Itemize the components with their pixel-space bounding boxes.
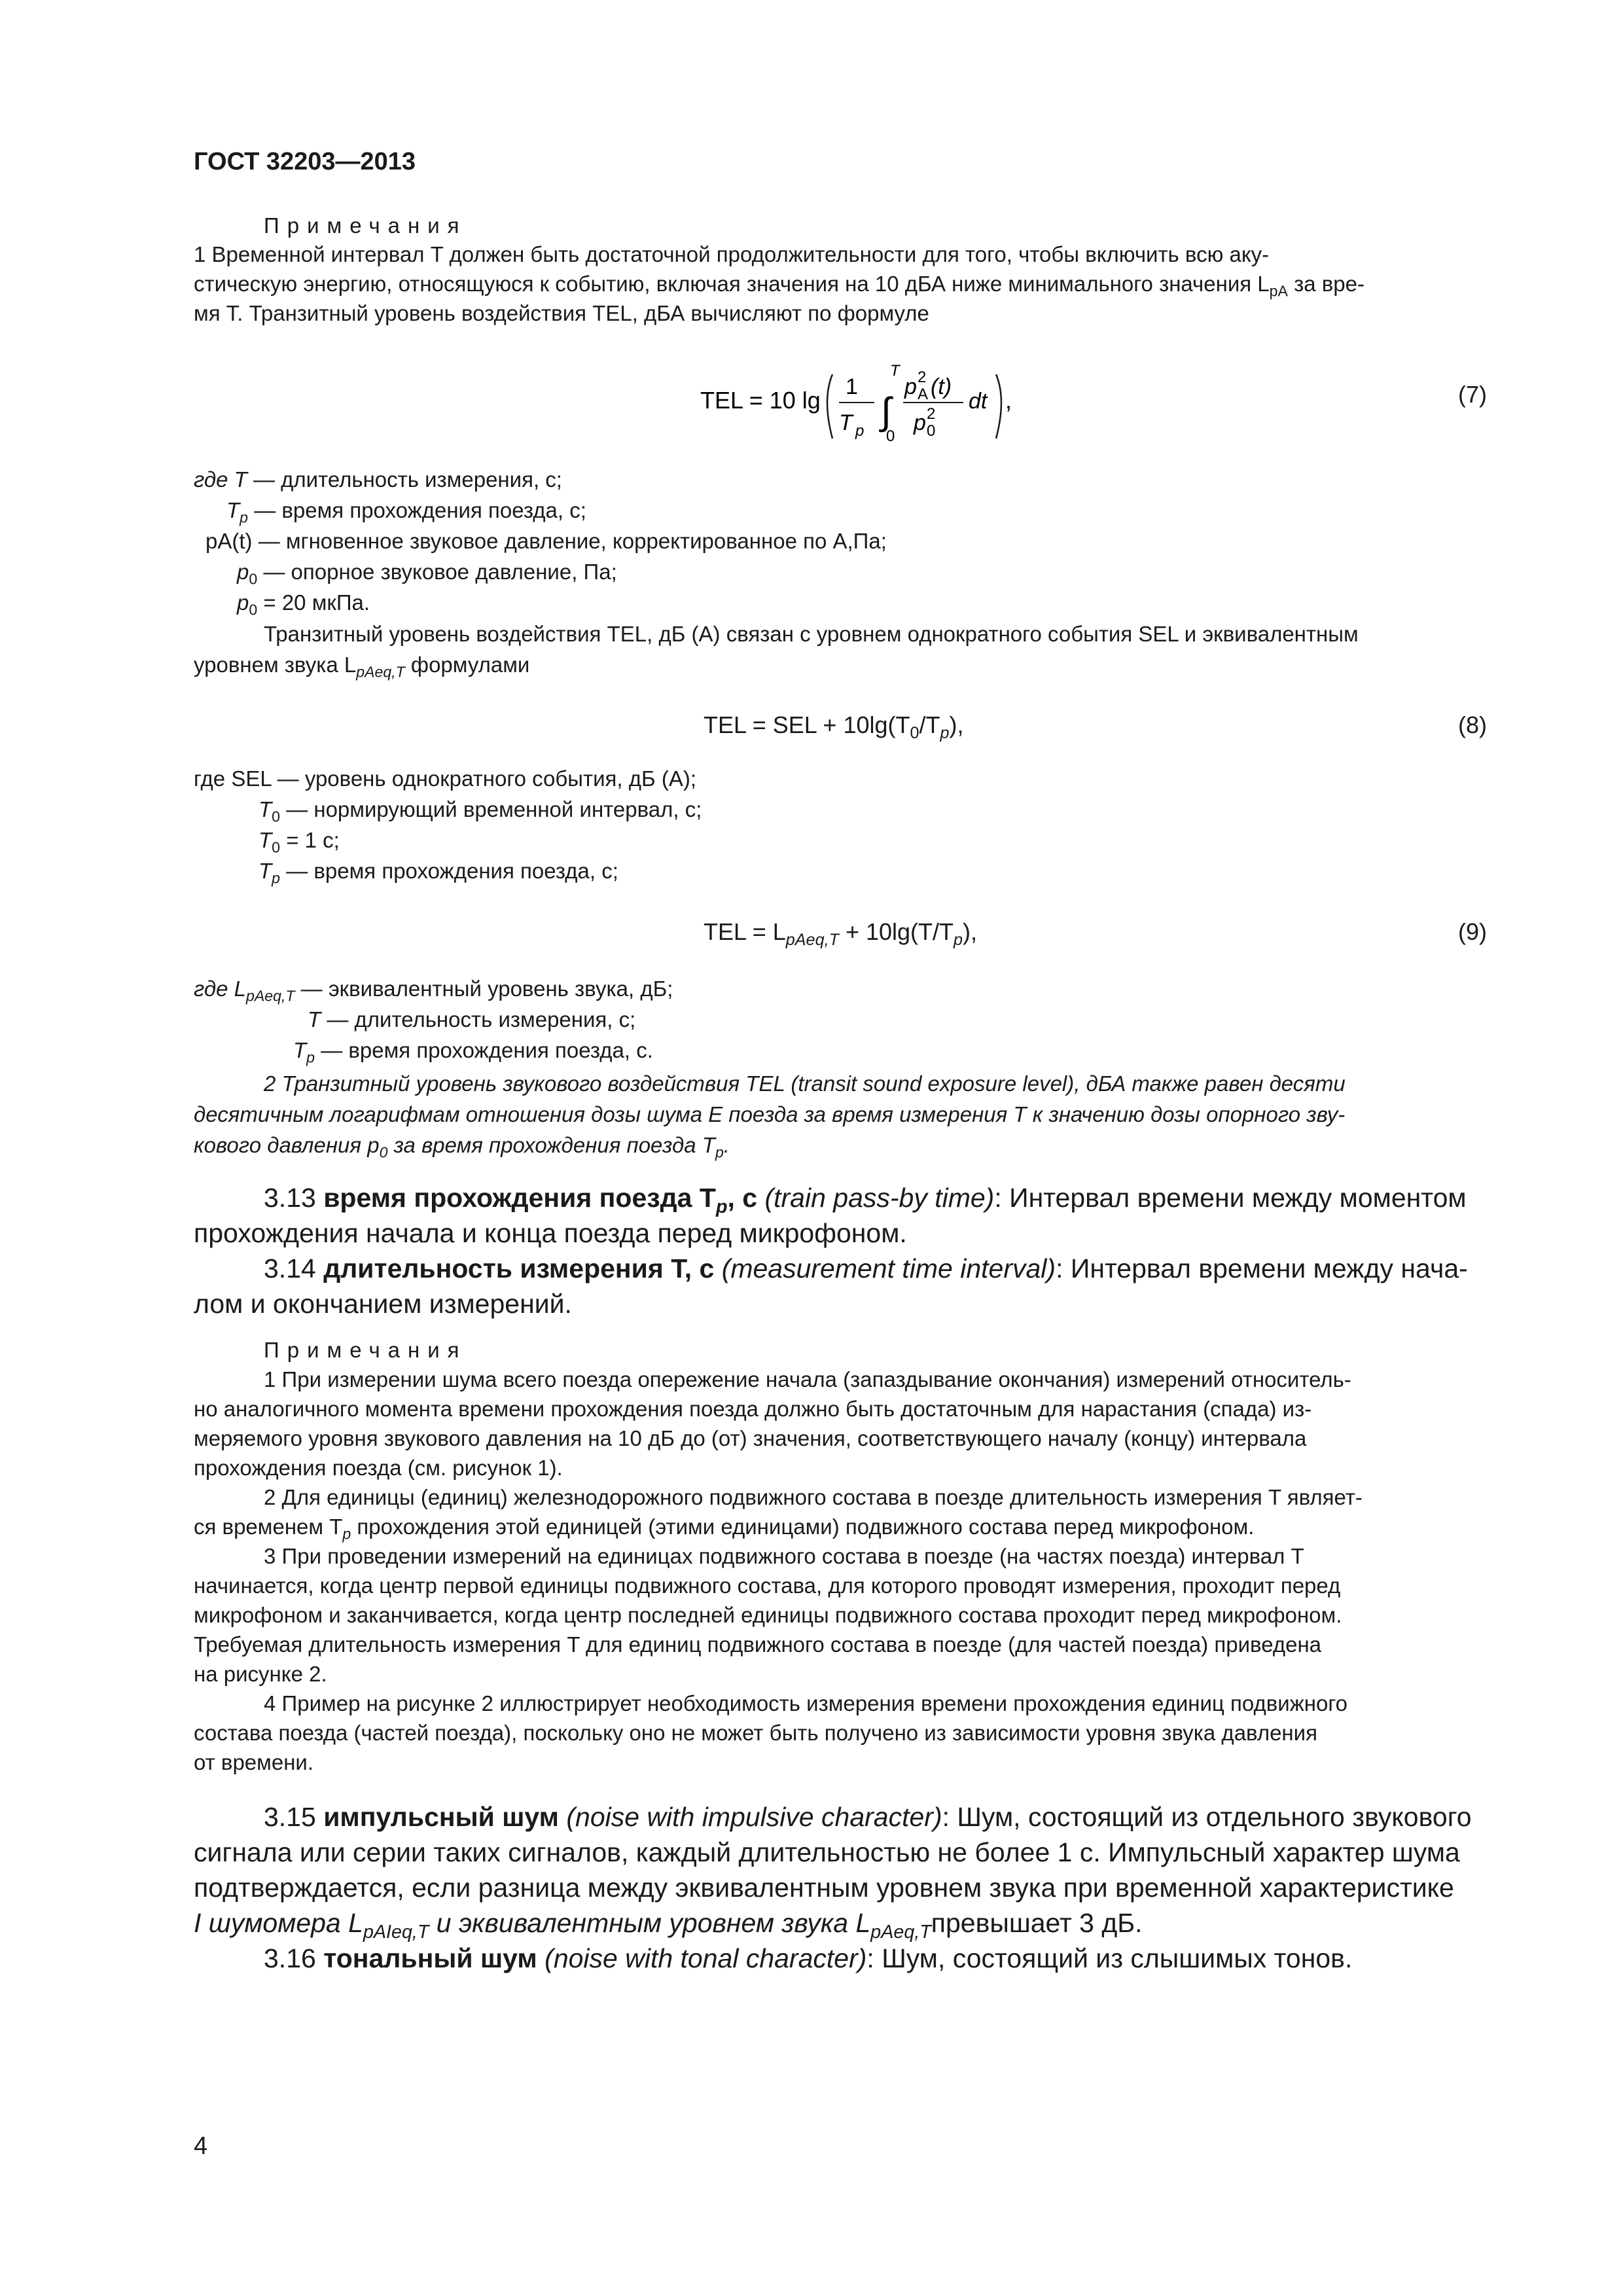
notes2-n1-line-2: меряемого уровня звукового давления на 10 дБ до (от) значения, соответствующего началу (концу) интервала <box>194 1426 1307 1450</box>
notes2-n2-line-a: 2 Для единицы (единиц) железнодорожного подвижного состава в поезде длительность измерения T являет- <box>264 1485 1363 1509</box>
notes2-n1-line-1: но аналогичного момента времени прохождения поезда должно быть достаточным для нарастания (спада) из- <box>194 1397 1312 1421</box>
notes2-n3-line-3: Требуемая длительность измерения T для единиц подвижного состава в поезде (для частей поезда) приведена <box>194 1632 1322 1657</box>
term-3-15-line-3: подтверждается, если разница между эквивалентным уровнем звука при временной характеристике <box>194 1873 1454 1903</box>
term-3-16: 3.16 тональный шум (noise with tonal character): Шум, состоящий из слышимых тонов. <box>264 1943 1353 1973</box>
equation-7-number: (7) <box>1458 381 1487 408</box>
term-3-14-line-b: лом и окончанием измерений. <box>194 1289 572 1319</box>
note-2-line-a: 2 Транзитный уровень звукового воздействия TEL (transit sound exposure level), дБА также равен десяти <box>264 1071 1346 1096</box>
notes2-n3-line-4: на рисунке 2. <box>194 1662 327 1686</box>
tel-link-line-a: Транзитный уровень воздействия TEL, дБ (А) связан с уровнем однократного события SEL и эквивалентным <box>264 622 1359 646</box>
equation-8: TEL = SEL + $10\lg(T_0/T_p)$, <box>704 711 964 743</box>
eq7-num: p <box>904 374 917 399</box>
notes2-n3-line-1: начинается, когда центр первой единицы подвижного состава, для которого проводят измерения, проходит перед <box>194 1573 1341 1598</box>
note-2-line-c: кового давления $p_0$ за время прохождения поезда $T_p$. <box>194 1133 730 1161</box>
notes2-heading: Примечания <box>264 1338 467 1362</box>
eq7-lhs: TEL = 10 lg <box>700 387 821 414</box>
eq7-tp: T <box>839 410 853 435</box>
where7-row-4: $p_0 = 20$ мкПа. <box>237 590 370 619</box>
where7-row-0: где T — длительность измерения, с; <box>194 467 562 492</box>
notes2-n4-line-2: от времени. <box>194 1750 314 1774</box>
note-1-line-a: 1 Временной интервал T должен быть достаточной продолжительности для того, чтобы включить всю аку- <box>194 242 1270 266</box>
notes2-n1-line-3: прохождения поезда (см. рисунок 1). <box>194 1456 563 1480</box>
note-1-line-c: мя T. Транзитный уровень воздействия TEL, дБА вычисляют по формуле <box>194 301 929 325</box>
equation-9-number: (9) <box>1458 918 1487 945</box>
eq7-den-sup: 2 <box>927 405 936 423</box>
where7-row-2: pA(t) — мгновенное звуковое давление, корректированное по А,Па; <box>205 529 887 553</box>
notes2-n1-line-0: 1 При измерении шума всего поезда опережение начала (запаздывание окончания) измерений относитель- <box>264 1367 1351 1391</box>
eq7-den: p <box>914 410 926 435</box>
eq7-upper: T <box>890 362 900 380</box>
eq7-lower: 0 <box>886 427 895 445</box>
where8-row-3: $T_p$ — время прохождения поезда, с; <box>259 859 618 887</box>
where9-row-0: где $L_{pAeq,T}$ — эквивалентный уровень звука, дБ; <box>194 977 673 1005</box>
term-3-14-line-a: 3.14 длительность измерения T, с (measurement time interval): Интервал времени между нача- <box>264 1253 1468 1283</box>
term-3-13-line-a: 3.13 время прохождения поезда $T_p$, с (train pass-by time): Интервал времени между моментом <box>264 1183 1467 1218</box>
eq7-tp-sub: p <box>855 422 865 440</box>
equation-8-number: (8) <box>1458 711 1487 738</box>
where8-row-0: где SEL — уровень однократного события, дБ (А); <box>194 766 697 791</box>
document-header: ГОСТ 32203—2013 <box>194 148 416 175</box>
term-3-15-line-2: сигнала или серии таких сигналов, каждый длительностью не более 1 с. Импульсный характер шума <box>194 1837 1460 1867</box>
where7-row-1: $T_p$ — время прохождения поезда, с; <box>226 498 586 526</box>
eq7-den-sub: 0 <box>927 422 936 440</box>
note-2-line-b: десятичным логарифмам отношения дозы шума E поезда за время измерения T к значению дозы опорного зву- <box>194 1102 1346 1126</box>
term-3-13-line-b: прохождения начала и конца поезда перед микрофоном. <box>194 1218 907 1248</box>
notes2-n2-line-b: ся временем $T_p$ прохождения этой единицей (этими единицами) подвижного состава перед микрофоном. <box>194 1515 1255 1543</box>
equation-7 <box>694 353 1086 445</box>
where8-row-1: $T_0$ — нормирующий временной интервал, с; <box>259 797 702 825</box>
eq7-num-arg: (t) <box>931 374 952 399</box>
notes-heading: Примечания <box>264 213 467 238</box>
eq7-comma: , <box>1005 387 1012 414</box>
eq7-num-sup: 2 <box>918 368 927 386</box>
term-3-15-line-1: 3.15 импульсный шум (noise with impulsive character): Шум, состоящий из отдельного звукового <box>264 1802 1472 1832</box>
page-number: 4 <box>194 2132 208 2160</box>
notes2-n3-line-0: 3 При проведении измерений на единицах подвижного состава в поезде (на частях поезда) интервал T <box>264 1544 1304 1568</box>
tel-link-line-b: уровнем звука $L_{pAeq,T}$ формулами <box>194 653 530 681</box>
note-1-line-b: стическую энергию, относящуюся к событию, включая значения на 10 дБА ниже минимального значения $L_{pA}$ за вре- <box>194 272 1364 300</box>
notes2-n4-line-0: 4 Пример на рисунке 2 иллюстрирует необходимость измерения времени прохождения единиц подвижного <box>264 1691 1348 1715</box>
notes2-n4-line-1: состава поезда (частей поезда), поскольку оно не может быть получено из зависимости уровня звука давления <box>194 1721 1317 1745</box>
where7-row-3: $p_0$ — опорное звуковое давление, Па; <box>237 560 617 588</box>
eq7-one: 1 <box>846 374 858 399</box>
equation-9: TEL = $L_{pAeq,T} + 10\lg(T/T_p)$, <box>704 918 978 950</box>
where9-row-2: $T_p$ — время прохождения поезда, с. <box>293 1038 653 1066</box>
where8-row-2: $T_0 = 1$ с; <box>259 828 340 856</box>
integral-sign: ∫ <box>881 390 891 433</box>
where9-row-1: T — длительность измерения, с; <box>308 1007 636 1031</box>
notes2-n3-line-2: микрофоном и заканчивается, когда центр последней единицы подвижного состава проходит перед микрофоном. <box>194 1603 1342 1627</box>
eq7-num-sub: A <box>918 386 929 403</box>
term-3-15-line-4: I шумомера $L_{pAIeq,T}$ и эквивалентным уровнем звука $L_{pAeq,T}превышает$ 3 дБ. <box>194 1908 1143 1943</box>
eq7-dt: dt <box>969 389 988 414</box>
